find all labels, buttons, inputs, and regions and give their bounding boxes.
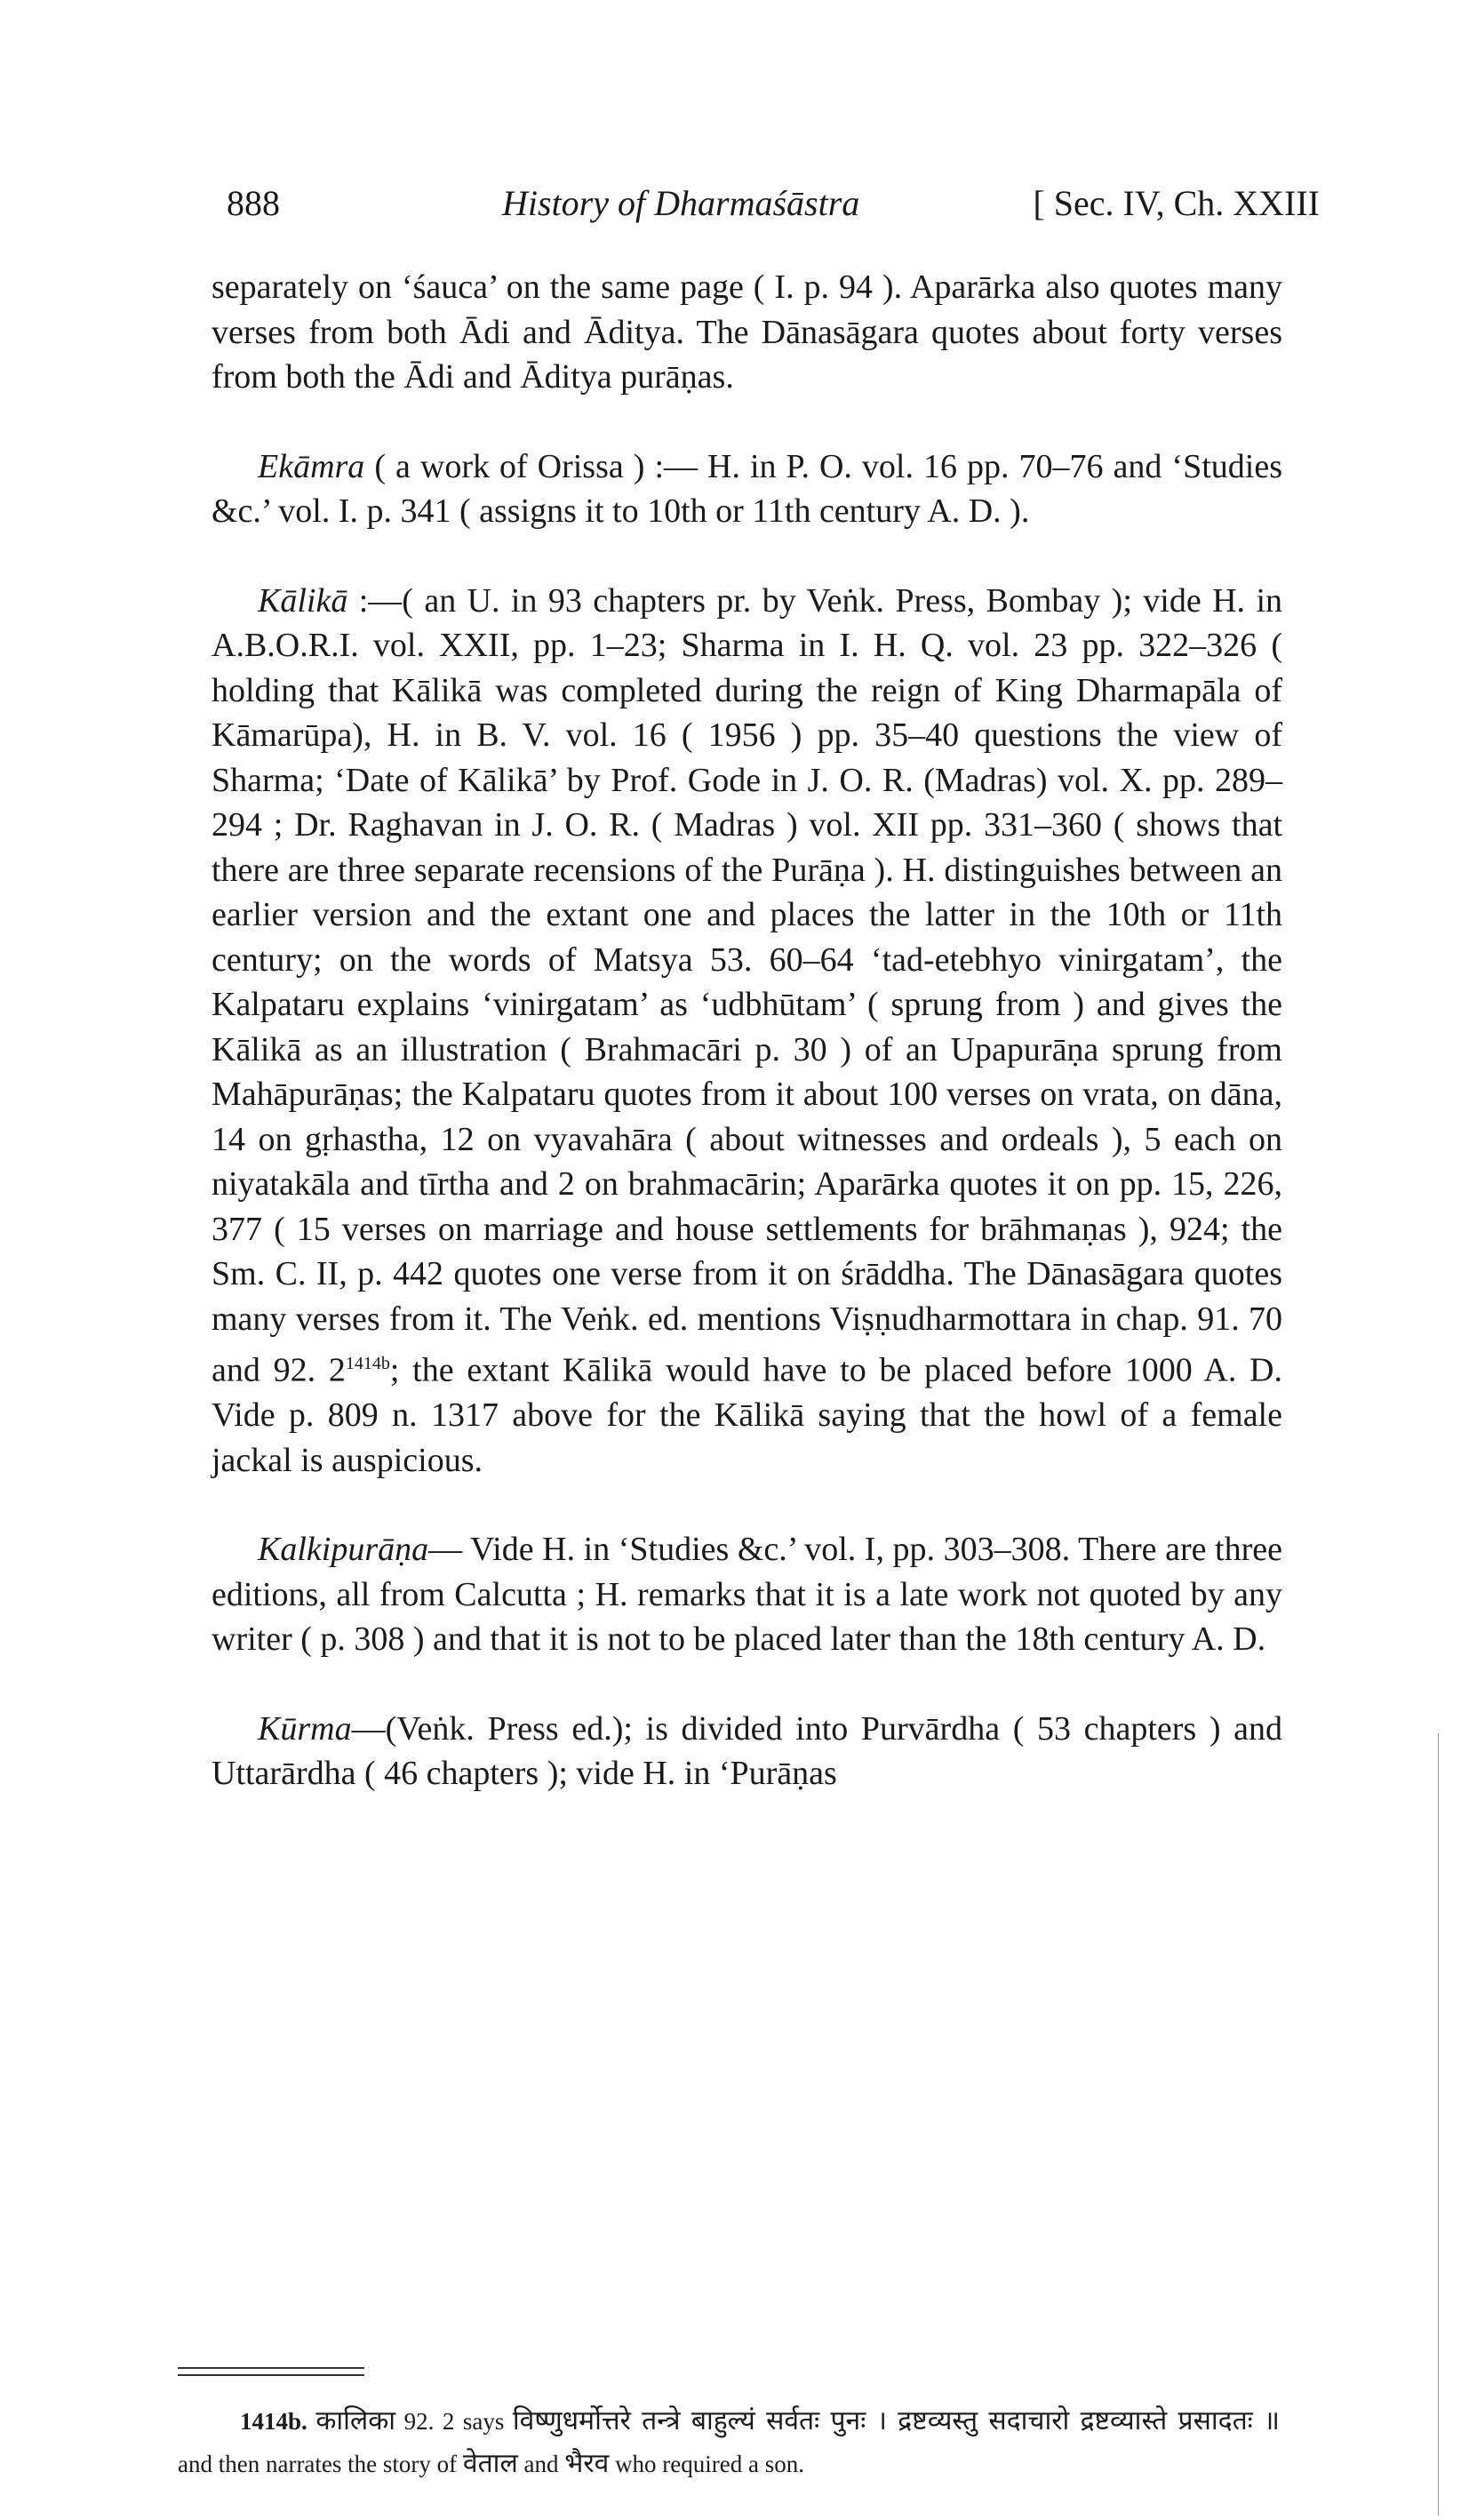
entry-text-continued: ; the extant Kālikā would have to be placed before 1000 A. D. Vide p. 809 n. 1317 above for the Kālikā saying that the howl of a female jackal is auspicious. <box>212 1351 1282 1479</box>
running-head <box>227 182 1320 236</box>
entry-kurma <box>212 1707 1282 1796</box>
entry-ekamra <box>212 444 1282 534</box>
entry-text: — Vide H. in ‘Studies &c.’ vol. I, pp. 303–308. There are three editions, all from Calcutta ; H. remarks that it is a late work not quoted by any writer ( p. 308 ) and that it is not to be placed later than the 18th century A. D. <box>212 1531 1282 1659</box>
entry-kalika <box>212 579 1282 1484</box>
section-label: [ Sec. IV, Ch. XXIII <box>1033 183 1320 223</box>
footnote-devanagari: कालिका <box>315 2405 396 2436</box>
entry-text: :—( an U. in 93 chapters pr. by Veṅk. Press, Bombay ); vide H. in A.B.O.R.I. vol. XXII, pp. 1–23; Sharma in I. H. Q. vol. 23 pp. 322–326 ( holding that Kālikā was completed during the reign of King Dharmapāla of Kāmarūpa), H. in B. V. vol. 16 ( 1956 ) pp. 35–40 questions the view of Sharma; ‘Date of Kālikā’ by Prof. Gode in J. O. R. (Madras) vol. X. pp. 289–294 ; Dr. Raghavan in J. O. R. ( Madras ) vol. XII pp. 331–360 ( shows that there are three separate recensions of the Purāṇa ). H. distinguishes between an earlier version and the extant one and places the latter in the 10th or 11th century; on the words of Matsya 53. 60–64 ‘tad-etebhyo vinirgatam’, the Kalpataru explains ‘vinirgatam’ as ‘udbhūtam’ ( sprung from ) and gives the Kālikā as an illustration ( Brahmacāri p. 30 ) of an Upapurāṇa sprung from Mahāpurāṇas; the Kalpataru quotes from it about 100 verses on vrata, on dāna, 14 on gṛhastha, 12 on vyavahāra ( about witnesses and ordeals ), 5 each on niyatakāla and tīrtha and 2 on brahmacārin; Aparārka quotes it on pp. 15, 226, 377 ( 15 verses on marriage and house settlements for brāhmaṇas ), 924; the Sm. C. II, p. 442 quotes one verse from it on śrāddha. The Dānasāgara quotes many verses from it. The Veṅk. ed. mentions Viṣṇudharmottara in chap. 91. 70 and 92. 2 <box>212 581 1282 1389</box>
footnote-reference: 1414b <box>345 1354 390 1373</box>
paragraph-text: separately on ‘śauca’ on the same page ( I. p. 94 ). Aparārka also quotes many verses from both Ādi and Āditya. The Dānasāgara quotes about forty verses from both the Ādi and Āditya purāṇas. <box>212 268 1282 396</box>
footnote-text: 92. 2 says <box>395 2408 513 2435</box>
entry-kalkipurana <box>212 1527 1282 1662</box>
footnote-devanagari: वेताल <box>462 2448 518 2479</box>
entry-title: Ekāmra <box>258 447 365 485</box>
entry-text: —(Veṅk. Press ed.); is divided into Purvārdha ( 53 chapters ) and Uttarārdha ( 46 chapters ); vide H. in ‘Purāṇas <box>212 1709 1282 1793</box>
footnote-devanagari-quote: विष्णुधर्मोत्तरे तन्त्रे बाहुल्यं सर्वतः पुनः । द्रष्टव्यस्तु सदाचारो द्रष्टव्यास्ते प्रसादतः ॥ <box>512 2405 1281 2436</box>
entry-title: Kalkipurāṇa <box>258 1531 429 1569</box>
footnote-text: and then narrates the story of <box>178 2451 463 2477</box>
footnote-rule <box>178 2367 364 2369</box>
footnote <box>178 2400 1280 2485</box>
footnote-rule-double <box>178 2374 364 2376</box>
entry-title: Kālikā <box>258 581 348 620</box>
footnote-label: 1414b. <box>240 2408 307 2435</box>
footnote-devanagari: भैरव <box>564 2448 610 2479</box>
footnote-text: who required a son. <box>609 2451 805 2477</box>
paragraph-continuation <box>212 265 1282 400</box>
page-number: 888 <box>227 183 280 223</box>
footnote-text: and <box>517 2451 565 2477</box>
entry-title: Kūrma <box>258 1709 352 1748</box>
entry-text: ( a work of Orissa ) :— H. in P. O. vol. 16 pp. 70–76 and ‘Studies &c.’ vol. I. p. 341 ( assigns it to 10th or 11th century A. D. ). <box>212 447 1282 530</box>
scan-edge-line <box>1438 1733 1439 2516</box>
main-text <box>212 265 1282 1841</box>
book-title: History of Dharmaśāstra <box>502 183 860 223</box>
